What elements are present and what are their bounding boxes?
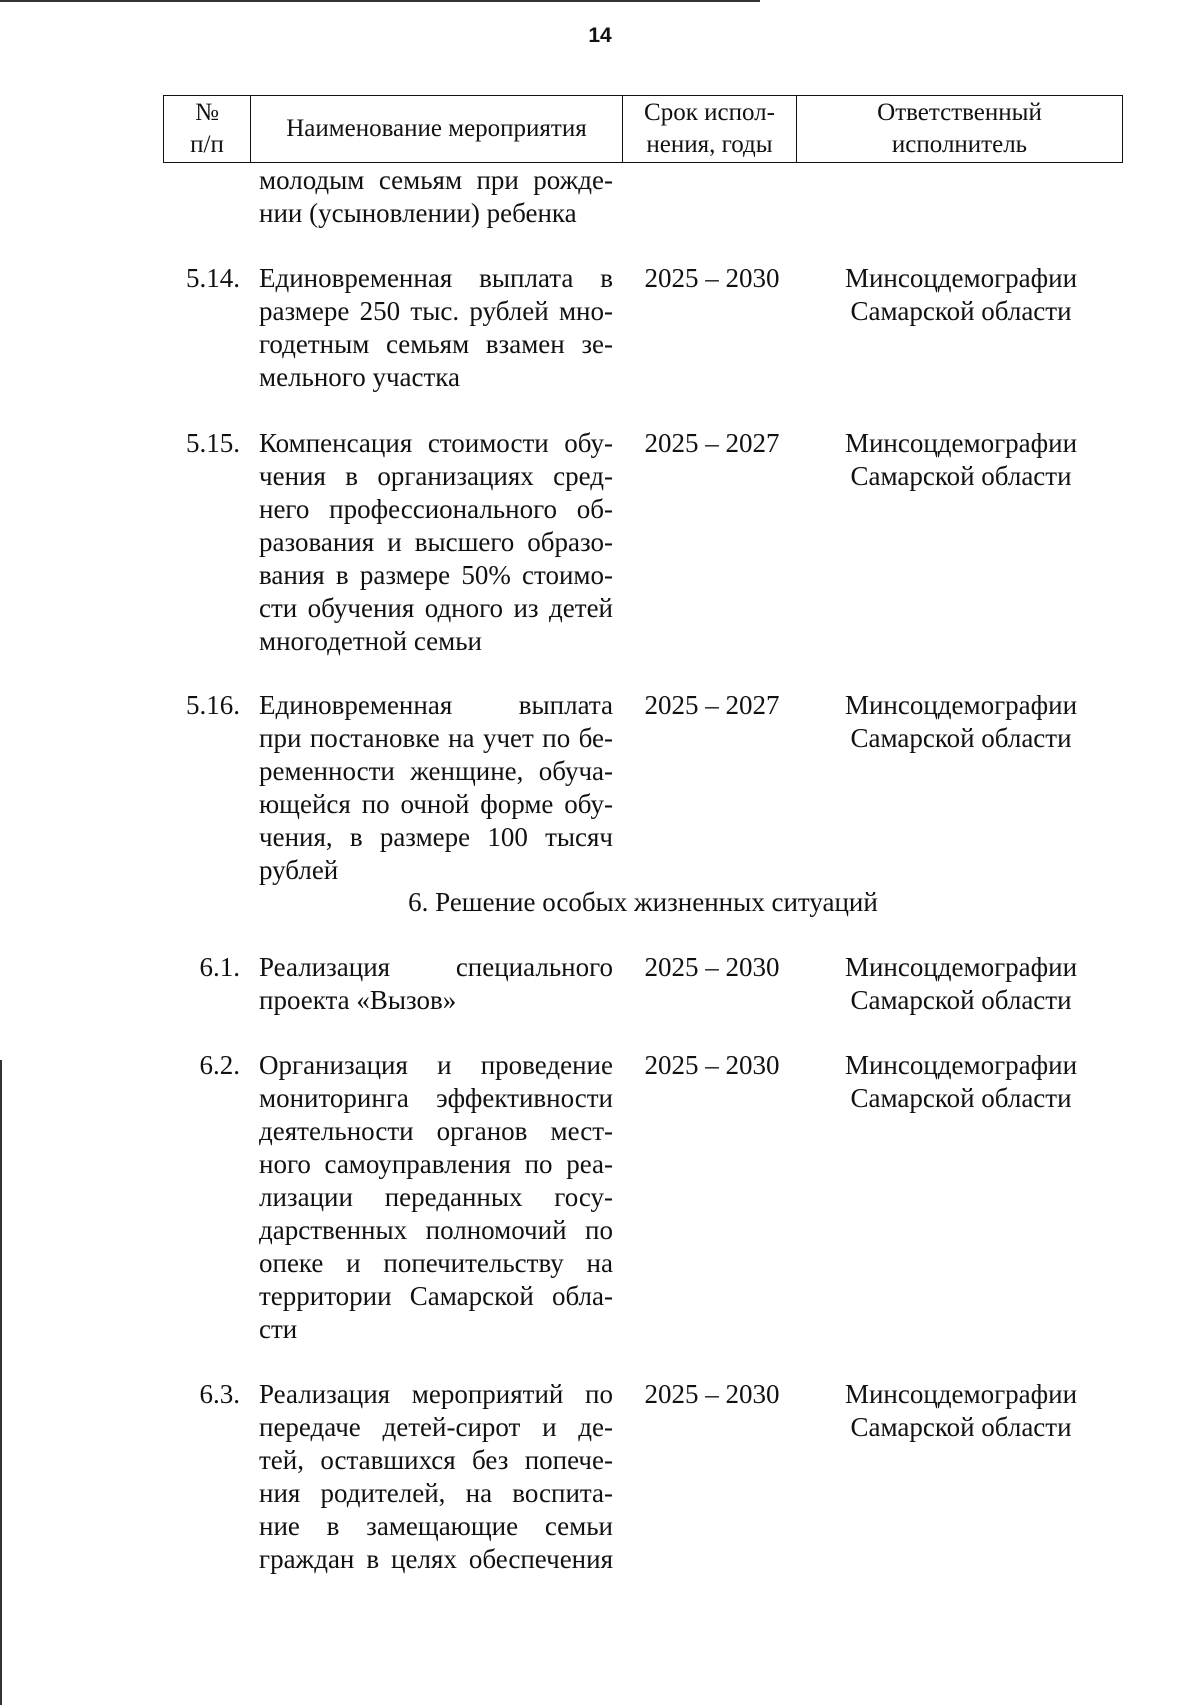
text-line: Минсоцдемографии — [844, 263, 1078, 293]
row-responsible — [806, 1378, 1116, 1444]
text-line: Минсоцдемографии — [844, 690, 1078, 720]
header-responsible-column — [796, 96, 1122, 162]
row-number: 6.1. — [199, 952, 240, 982]
header-term-line-2: нения, годы — [646, 131, 773, 158]
header-number-line-2: п/п — [190, 131, 224, 158]
text-line: ременности женщине, обуча- — [259, 756, 613, 786]
row-activity-name — [259, 689, 613, 887]
row-responsible — [806, 951, 1116, 1017]
text-line: опеке и попечительству на — [259, 1248, 613, 1278]
header-name-label: Наименование мероприятия — [286, 115, 587, 142]
text-line: Минсоцдемографии — [844, 1379, 1078, 1409]
row-responsible — [806, 427, 1116, 493]
scan-edge-left — [0, 1060, 2, 1705]
text-line: ние в замещающие семьи — [259, 1511, 613, 1541]
text-line: территории Самарской обла- — [259, 1281, 613, 1311]
text-line: мониторинга эффективности — [259, 1083, 613, 1113]
row-number: 5.14. — [186, 263, 240, 293]
text-line: Минсоцдемографии — [844, 1050, 1078, 1080]
row-years: 2025 – 2027 — [644, 428, 780, 458]
text-line: Единовременная выплата — [259, 690, 613, 720]
text-line: Компенсация стоимости обу- — [259, 428, 613, 458]
header-term-column — [622, 96, 796, 162]
text-line: Самарской области — [850, 296, 1072, 326]
text-line: Самарской области — [850, 1083, 1072, 1113]
text-line: вания в размере 50% стоимо- — [259, 560, 613, 590]
row-years: 2025 – 2030 — [644, 1050, 780, 1080]
text-line: Единовременная выплата в — [259, 263, 613, 293]
text-line: разования и высшего образо- — [259, 527, 613, 557]
row-number: 5.16. — [186, 690, 240, 720]
table-header — [163, 95, 1123, 163]
text-line: Реализация мероприятий по — [259, 1379, 613, 1409]
text-line: годетным семьям взамен зе- — [259, 329, 613, 359]
text-line: ния родителей, на воспита- — [259, 1478, 613, 1508]
text-line: дарственных полномочий по — [259, 1215, 613, 1245]
row-activity-name — [259, 427, 613, 658]
text-line: многодетной семьи — [259, 626, 482, 656]
text-line: Самарской области — [850, 723, 1072, 753]
text-line: граждан в целях обеспечения — [259, 1544, 613, 1574]
section-heading: 6. Решение особых жизненных ситуаций — [408, 887, 878, 917]
text-line: нии (усыновлении) ребенка — [259, 198, 577, 228]
text-line: проекта «Вызов» — [259, 985, 457, 1015]
header-term-line-1: Срок испол- — [644, 99, 775, 126]
row-years: 2025 – 2030 — [644, 263, 780, 293]
text-line: ющейся по очной форме обу- — [259, 789, 613, 819]
row-activity-name — [259, 1049, 613, 1346]
text-line: Самарской области — [850, 461, 1072, 491]
text-line: тей, оставшихся без попече- — [259, 1445, 613, 1475]
row-responsible — [806, 1049, 1116, 1115]
continuation-text — [259, 164, 613, 230]
text-line: Минсоцдемографии — [844, 952, 1078, 982]
text-line: чения в организациях сред- — [259, 461, 613, 491]
text-line: него профессионального об- — [259, 494, 613, 524]
text-line: лизации переданных госу- — [259, 1182, 613, 1212]
header-number-line-1: № — [195, 99, 219, 126]
text-line: Организация и проведение — [259, 1050, 613, 1080]
header-responsible-line-2: исполнитель — [891, 131, 1028, 158]
text-line: передаче детей-сирот и де- — [259, 1412, 613, 1442]
row-number: 5.15. — [186, 428, 240, 458]
page-number: 14 — [588, 24, 612, 47]
header-number-column — [164, 96, 250, 162]
text-line: Самарской области — [850, 985, 1072, 1015]
header-name-column — [250, 96, 622, 162]
text-line: при постановке на учет по бе- — [259, 723, 613, 753]
text-line: ного самоуправления по реа- — [259, 1149, 613, 1179]
row-years: 2025 – 2030 — [644, 952, 780, 982]
text-line: Минсоцдемографии — [844, 428, 1078, 458]
text-line: размере 250 тыс. рублей мно- — [259, 296, 613, 326]
row-years: 2025 – 2027 — [644, 690, 780, 720]
text-line: рублей — [259, 855, 339, 885]
text-line: Самарской области — [850, 1412, 1072, 1442]
text-line: сти — [259, 1314, 298, 1344]
row-years: 2025 – 2030 — [644, 1379, 780, 1409]
header-responsible-line-1: Ответственный — [877, 99, 1042, 126]
text-line: Реализация специального — [259, 952, 613, 982]
row-number: 6.2. — [199, 1050, 240, 1080]
row-activity-name — [259, 951, 613, 1017]
text-line: деятельности органов мест- — [259, 1116, 613, 1146]
row-activity-name — [259, 262, 613, 394]
text-line: сти обучения одного из детей — [259, 593, 613, 623]
row-activity-name — [259, 1378, 613, 1576]
text-line: молодым семьям при рожде- — [259, 165, 613, 195]
row-responsible — [806, 689, 1116, 755]
row-number: 6.3. — [199, 1379, 240, 1409]
scan-edge-top — [0, 0, 760, 2]
row-responsible — [806, 262, 1116, 328]
text-line: мельного участка — [259, 362, 460, 392]
text-line: чения, в размере 100 тысяч — [259, 822, 613, 852]
